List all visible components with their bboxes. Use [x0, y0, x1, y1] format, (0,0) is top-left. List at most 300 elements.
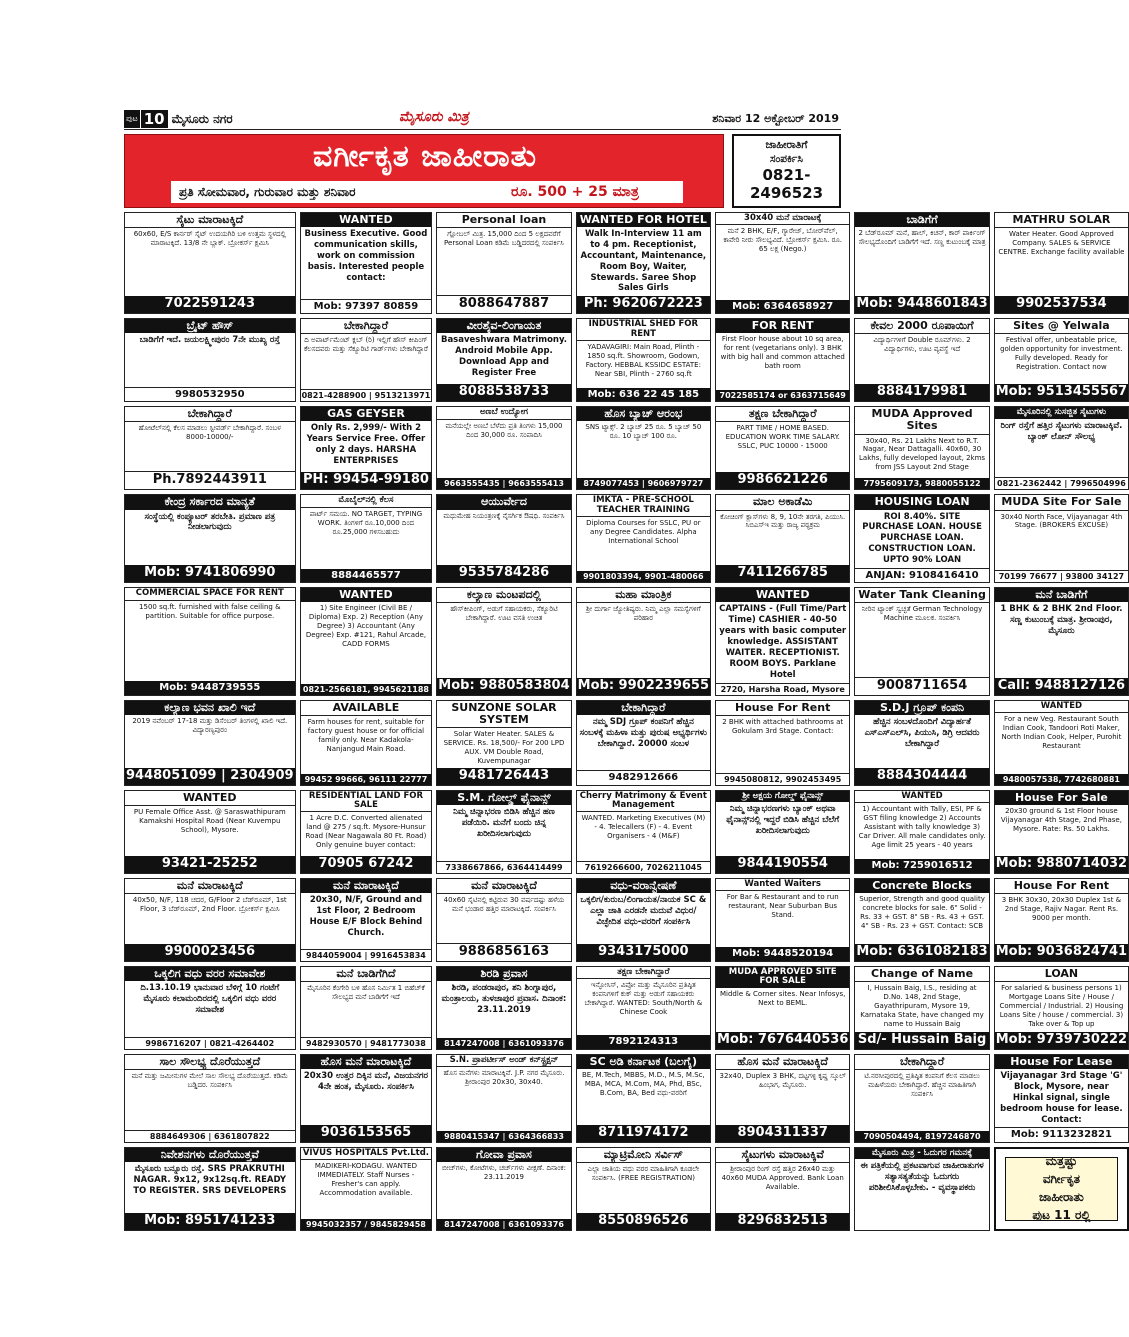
ad-phone: 7022585174 or 6363715649	[716, 390, 849, 401]
ad-phone: 9008711654	[855, 677, 988, 695]
ad-heading: ಮನೆ ಮಾರಾಟಕ್ಕಿದೆ	[125, 879, 295, 894]
issue-date: ಶನಿವಾರ 12 ಅಕ್ಟೋಬರ್ 2019	[712, 112, 839, 125]
ad-phone: 9448051099 | 2304909	[126, 767, 294, 783]
ad-heading: ಬಾಡಿಗೆಗೆ	[855, 213, 988, 227]
classified-ad	[715, 587, 850, 695]
classifieds-page	[124, 108, 1128, 1231]
ad-heading: ಒಕ್ಕಲಿಗ ವಧು ವರರ ಸಮಾವೇಶ	[125, 967, 295, 981]
ad-body-text: ರಿಂಗ್ ರಸ್ತೆಗೆ ಹತ್ತಿರ ಸೈಟುಗಳು ಮಾರಾಟಕ್ಕಿವೆ. ಬ್ಯಾಂಕ್ ಲೋನ್ ಸೌಲಭ್ಯ	[1000, 420, 1123, 442]
classified-ad	[715, 700, 850, 786]
ad-body-text: SNS ಟ್ಯಾಕ್ಸ್. 2 ಬ್ಯಾಚ್ 25 ರೂ. 5 ಬ್ಯಾಚ್ 50 ರೂ. 10 ಬ್ಯಾಚ್ 100 ರೂ.	[585, 423, 702, 441]
ad-body-text: Diploma Courses for SSLC, PU or any Degree Candidates. Alpha International School	[586, 519, 701, 546]
ad-phone: 7795609173, 9880055122	[855, 478, 988, 489]
ad-body-text: Walk In-Interview 11 am to 4 pm. Receptionist, Accountant, Maintenance, Room Boy, Waiter, Stewards. Saree Shop Sales Girls	[580, 229, 707, 294]
ad-heading: ಮಹಾ ಮಾಂತ್ರಿಕ	[577, 588, 710, 603]
ad-phone: Mob: 8951741233	[125, 1213, 295, 1230]
ad-heading: ಮ್ಯಾಟ್ರಿಮೋನಿ ಸರ್ವಿಸ್	[577, 1148, 710, 1163]
ad-phone: 8088647887	[437, 295, 570, 313]
ad-heading: Change of Name	[855, 967, 988, 982]
promo-panel	[1005, 1154, 1118, 1223]
ad-phone: 7090504494, 8197246870	[855, 1131, 988, 1142]
ad-phone: 9900023456	[125, 944, 295, 961]
ad-phone: Mob: 9036824741	[995, 943, 1128, 959]
ad-phone: 70905 67242	[301, 856, 432, 873]
classified-ad	[124, 494, 296, 583]
ad-heading: WANTED	[125, 791, 295, 806]
ad-body-text: PART TIME / HOME BASED. EDUCATION WORK TIME SALARY. SSLC, PUC 10000 - 15000	[725, 424, 840, 451]
ad-body-text: ನೀರಿನ ಟ್ಯಾಂಕ್ ಸ್ವಚ್ಛತೆ German Technology Machine ಮೂಲಕ. ಸಂಪರ್ಕಿಸಿ	[861, 605, 983, 623]
classified-ad	[300, 700, 433, 786]
classified-ad	[994, 587, 1129, 695]
ad-phone: Mob: 9741806990	[125, 565, 295, 582]
publication-days: ಪ್ರತಿ ಸೋಮವಾರ, ಗುರುವಾರ ಮತ್ತು ಶನಿವಾರ	[179, 184, 356, 199]
ad-body-text: ಶ್ರೀ ದುರ್ಗಾ ಜ್ಯೋತಿಷ್ಯರು. ನಿಮ್ಮ ಎಲ್ಲಾ ಸಮಸ್ಯೆಗಳಿಗೆ ಪರಿಹಾರ	[585, 605, 701, 623]
classified-ad	[994, 700, 1129, 786]
ad-phone: Mob: 6364658927	[716, 300, 849, 314]
ad-phone: Mob: 7259016512	[855, 859, 988, 873]
classified-ad	[715, 318, 850, 402]
ad-contact-box	[732, 134, 841, 208]
classified-ad	[300, 966, 433, 1050]
ad-heading: ಮೈಸೂರಿನಲ್ಲಿ ಸುಸಜ್ಜಿತ ಸೈಟುಗಳು	[995, 407, 1128, 418]
classified-ad	[300, 1147, 433, 1231]
classified-ad	[854, 318, 989, 402]
classified-ad	[715, 212, 850, 314]
ad-body-text: WANTED. Marketing Executives (M) - 4. Telecallers (F) - 4. Event Organisers - 4 (M&F)	[581, 814, 706, 841]
ad-heading: ಮೈಸೂರು ಮಿತ್ರ - ಓದುಗರ ಗಮನಕ್ಕೆ	[855, 1148, 988, 1159]
ad-heading: ಹೊಸ ಮನೆ ಮಾರಾಟಕ್ಕಿದೆ	[716, 1055, 849, 1070]
ad-phone: Mob: 7676440536	[717, 1032, 849, 1048]
ad-phone: Call: 9488127126	[995, 678, 1128, 695]
classified-ad	[124, 878, 296, 962]
ad-body-text: MADIKERI-KODAGU. WANTED IMMEDIATELY. Staff Nurses - Fresher's can apply. Accommodation available.	[314, 1162, 417, 1198]
ad-heading: WANTED	[855, 791, 988, 803]
classified-ad	[576, 318, 711, 402]
ad-body-text: 1) Site Engineer (Civil BE / Diploma) Exp. 2) Reception (Any Degree) 3) Accountant (Any Degree) Exp. #121, Rahul Arcade, CADD FORMS	[305, 604, 427, 649]
classified-ad	[854, 700, 989, 786]
ad-body-text: 30x40 North Face, Vijayanagar 4th Stage. (BROKERS EXCUSE)	[1000, 512, 1123, 530]
ad-phone: 9986621226	[716, 472, 849, 489]
ad-body-text: ಸಂಸ್ಥೆಯಲ್ಲಿ ಕಂಪ್ಯೂಟರ್ ತರಬೇತಿ. ಪ್ರಮಾಣ ಪತ್ರ ನೀಡಲಾಗುವುದು	[144, 511, 276, 533]
ad-phone: Ph: 9620672223	[577, 296, 710, 313]
ad-phone: 0821-2362442 | 7996504996	[995, 477, 1128, 489]
section-banner	[124, 134, 724, 208]
ad-body-text: ನಿಮ್ಮ ಚಿನ್ನಾಭರಣ ಬಿಡಿಸಿ ಹೆಚ್ಚಿನ ಹಣ ಪಡೆಯಿರಿ. ಮನೆಗೆ ಬಂದು ಚಿನ್ನ ಖರೀದಿಸಲಾಗುವುದು	[453, 806, 555, 839]
ad-body-text: ಪಾರ್ಟ್ ಸಮಯ. NO TARGET, TYPING WORK. ತಿಂಗಳಿಗೆ ರೂ.10,000 ದಿಂದ ರೂ.25,000 ಗಳಿಸಬಹುದು	[309, 509, 423, 536]
ad-body-text: 20x30, N/F, Ground and 1st Floor, 2 Bedroom House E/F Block Behind Church.	[309, 894, 423, 938]
ad-body-text: ಕೋಚಿಂಗ್ ಕ್ಲಾಸ್‌ಗಳು 8, 9, 10ನೇ ತರಗತಿ, ಪಿಯುಸಿ. ಸಿಬಿಎಸ್‌ಇ ಮತ್ತು ರಾಜ್ಯ ಪಠ್ಯಕ್ರಮ	[720, 512, 846, 530]
ad-body-text: ಬಾಡಿಗೆಗೆ ಇದೆ. ಜಯಲಕ್ಷ್ಮೀಪುರಂ 7ನೇ ಮುಖ್ಯ ರಸ್ತೆ	[139, 335, 280, 346]
ad-body-text: Only Rs. 2,999/- With 2 Years Service Free. Offer only 2 days. HARSHA ENTERPRISES	[306, 423, 426, 467]
ad-heading: MUDA APPROVED SITE FOR SALE	[716, 967, 849, 988]
ad-body-text: ದಿ.13.10.19 ಭಾನುವಾರ ಬೆಳಿಗ್ಗೆ 10 ಗಂಟೆಗೆ ಮೈಸೂರು ಕಲಾಮಂದಿರದಲ್ಲಿ ಒಕ್ಕಲಿಗ ವಧು ವರರ ಸಮಾವೇಶ	[140, 982, 280, 1015]
ad-body-text: Water Heater. Good Approved Company. SALES & SERVICE CENTRE. Exchange facility available	[998, 230, 1125, 256]
ad-phone: 8147247008 | 6361093376	[437, 1038, 570, 1049]
classified-ad	[300, 212, 433, 314]
classified-ad	[994, 494, 1129, 583]
classified-ad	[994, 878, 1129, 962]
classified-ad	[576, 1147, 711, 1231]
classified-ad	[715, 1147, 850, 1231]
ad-phone: 9480057538, 7742680881	[995, 774, 1128, 785]
ad-body-text: ಬೀಚ್‌ಗಳು, ಕೋಟೆಗಳು, ಚರ್ಚ್‌ಗಳು ವೀಕ್ಷಣೆ. ದಿನಾಂಕ: 23.11.2019	[442, 1164, 566, 1181]
ad-body-text: 20x30 ground & 1st Floor house Vijayanagar 4th Stage, 2nd Phase, Mysore. Rate: Rs. 50 Lakhs.	[1000, 806, 1122, 833]
ad-phone: Mob: 9880714032	[995, 855, 1128, 871]
ad-body-text: ನಿಮ್ಮ ಚಿನ್ನಾಭರಣಗಳು ಬ್ಯಾಂಕ್ ಅಥವಾ ಫೈನಾನ್ಸ್‌ನಲ್ಲಿ ಇದ್ದರೆ ಬಿಡಿಸಿ ಹೆಚ್ಚಿನ ಬೆಲೆಗೆ ಖರೀದಿಸಲಾಗುವುದು	[726, 804, 840, 836]
classified-ad	[715, 790, 850, 874]
ad-heading: ವೀರಶೈವ-ಲಿಂಗಾಯತ	[437, 319, 570, 333]
ad-phone: Mob: 6361082183	[856, 943, 988, 959]
ad-body-text: ಒಕ್ಕಲಿಗ/ಕುರುಬ/ಲಿಂಗಾಯತ/ನಾಯಕ SC & ಎಲ್ಲಾ ಜಾತಿ ಎರಡನೇ ಮದುವೆ ವಿಧುರ/ವಿಚ್ಛೇದಿತ ವಧು-ವರರಿಗೆ ಸಂಪರ್ಕಿಸಿ	[580, 894, 707, 927]
ad-phone: 9663555435 | 9663555413	[437, 478, 570, 489]
ad-body-text: ಎಲ್ಲಾ ಜಾತಿಯ ವಧು ವರರ ಮಾಹಿತಿಗಾಗಿ ಕೂಡಲೇ ಸಂಪರ್ಕಿಸಿ. (FREE REGISTRATION)	[587, 1165, 700, 1182]
ad-body-text: BE, M.Tech, MBBS, M.D., M.S, M.Sc, MBA, MCA, M.Com, MA, Phd, BSc, B.Com, BA, Bed ವಧು-ವರರಿಗೆ	[581, 1071, 705, 1097]
ad-body-text: 40x60 ಸೈಟಿನಲ್ಲಿ ಕಟ್ಟಿರುವ 30 ವರ್ಷದಷ್ಟು ಹಳೆಯ ಮನೆ ಭಂಡಾರ ಹತ್ತಿರ ಮಾರಾಟಕ್ಕಿದೆ. ಸಂಪರ್ಕಿಸಿ	[443, 895, 565, 913]
ad-heading: Cherry Matrimony & Event Management	[577, 791, 710, 813]
classified-ad	[994, 406, 1129, 490]
ad-phone: 9844190554	[716, 856, 849, 873]
ad-phone: 8088538733	[437, 384, 570, 401]
ad-phone: 70199 76677 | 93800 34127	[995, 570, 1128, 582]
ad-heading: ಬೇಕಾಗಿದ್ದಾರೆ	[577, 701, 710, 715]
ad-heading: ಬೇಕಾಗಿದ್ದಾರೆ	[301, 319, 432, 334]
ad-body-text: ಟಿ.ನರಸೀಪುರದಲ್ಲಿ ಪ್ರತಿಷ್ಠಿತ ಕಂಪನಿಗೆ ಕೆಲಸ ಮಾಡಲು ಮಹಿಳೆಯರು ಬೇಕಾಗಿದ್ದಾರೆ. ಹೆಚ್ಚಿನ ಮಾಹಿತಿಗಾಗಿ ಸಂಪರ್ಕಿಸಿ	[864, 1072, 980, 1098]
ad-heading: HOUSING LOAN	[855, 495, 988, 509]
classified-ad	[854, 878, 989, 962]
contact-line-2: ಸಂಪರ್ಕಿಸಿ	[770, 153, 803, 165]
ad-phone: 9986716207 | 0821-4264402	[125, 1037, 295, 1049]
ad-heading: ಮನೆ ಮಾರಾಟಕ್ಕಿದೆ	[301, 879, 432, 893]
classified-ad	[300, 790, 433, 874]
ad-phone: 8884304444	[855, 768, 988, 785]
city-name: ಮೈಸೂರು ನಗರ	[171, 111, 233, 126]
ad-heading: ಹೊಸ ಮನೆ ಮಾರಾಟಕ್ಕಿದೆ	[301, 1055, 432, 1069]
ad-heading: WANTED	[716, 588, 849, 602]
classified-ad	[436, 878, 571, 962]
ad-body-text: Vijayanagar 3rd Stage 'G' Block, Mysore, near Hinkal signal, single bedroom house for lease. Contact:	[1000, 1071, 1123, 1125]
classified-ad	[715, 406, 850, 490]
classified-ad	[124, 318, 296, 402]
ad-phone: 9343175000	[577, 944, 710, 961]
ad-heading: House For Rent	[716, 701, 849, 716]
ad-body-text: ROI 8.40%. SITE PURCHASE LOAN. HOUSE PURCHASE LOAN. CONSTRUCTION LOAN. UPTO 90% LOAN	[862, 511, 982, 566]
classified-ad	[124, 1054, 296, 1143]
ad-heading: ವಧು-ವರಾನ್ವೇಷಣೆ	[577, 879, 710, 893]
classified-ad	[994, 318, 1129, 402]
ad-heading: ಮನೆ ಮಾರಾಟಕ್ಕಿದೆ	[437, 879, 570, 894]
ad-phone: 9880415347 | 6364366833	[437, 1131, 570, 1142]
ad-phone: 99452 99666, 96111 22777	[301, 774, 432, 785]
ad-heading: ತಕ್ಷಣ ಬೇಕಾಗಿದ್ದಾರೆ	[577, 967, 710, 979]
ad-heading: Wanted Waiters	[716, 879, 849, 891]
classified-ad	[715, 966, 850, 1050]
ad-body-text: ಮನೆಯಲ್ಲೇ ಅಣಬೆ ಬೆಳೆದು ಪ್ರತಿ ತಿಂಗಳು 15,000 ದಿಂದ 30,000 ರೂ. ಸಂಪಾದಿಸಿ	[445, 421, 563, 439]
classified-ad	[436, 700, 571, 786]
classified-ad	[854, 406, 989, 490]
classified-ad	[300, 1054, 433, 1143]
ad-phone: 7338667866, 6364414499	[437, 861, 570, 873]
ad-heading: ಅಣಬೆ ಉದ್ಯೋಗ	[437, 407, 570, 419]
ad-body-text: 20x30 ಉತ್ತರ ದಿಕ್ಕಿನ ಮನೆ, ವಿಜಯನಗರ 4ನೇ ಹಂತ, ಮೈಸೂರು. ಸಂಪರ್ಕಿಸಿ	[303, 1071, 428, 1092]
ad-body-text: 2019 ನವೆಂಬರ್ 17-18 ಮತ್ತು ಡಿಸೆಂಬರ್ ತಿಂಗಳಲ್ಲಿ ಖಾಲಿ ಇದೆ. ವಿದ್ಯಾರಣ್ಯಪುರಂ	[132, 716, 288, 734]
ad-heading: ಬ್ರೈಟ್ ಹೌಸ್	[125, 319, 295, 333]
ad-body-text: PU Female Office Asst. @ Saraswathipuram Kamakshi Hospital Road (Near Kuvempu School), Mysore.	[133, 807, 286, 834]
classified-ad	[124, 1147, 296, 1231]
classified-ad	[300, 318, 433, 402]
ad-body-text: ಮೈಸೂರು ಬನ್ನೂರು ರಸ್ತೆ. SRS PRAKRUTHI NAGAR. 9x12, 9x12sq.ft. READY TO REGISTER. SRS DEVELOPERS	[133, 1164, 287, 1196]
ad-body-text: ಹೆಚ್ಚಿನ ಸಂಬಳದೊಂದಿಗೆ ವಿದ್ಯಾರ್ಹತೆ ಎಸ್ಎಸ್ಎಲ್‌ಸಿ, ಪಿಯುಸಿ, ಡಿಗ್ರಿ ಆದವರು ಬೇಕಾಗಿದ್ದಾರೆ	[864, 716, 980, 749]
ad-heading: ಸೈಟು ಮಾರಾಟಕ್ಕಿದೆ	[125, 213, 295, 228]
ad-body-text: ಗ್ಲೋಬಲ್ ಮಿತ್ರ. 15,000 ದಿಂದ 5 ಲಕ್ಷದವರೆಗೆ Personal Loan ಕಡಿಮೆ ಬಡ್ಡಿದರದಲ್ಲಿ ಸಂಪರ್ಕಿಸಿ	[444, 230, 564, 248]
classified-ad	[124, 790, 296, 874]
promo-line3: ಜಾಹೀರಾತು	[1039, 1190, 1084, 1205]
classified-ad	[854, 790, 989, 874]
ad-phone: 93421-25252	[125, 856, 295, 873]
ad-heading: Sites @ Yelwala	[995, 319, 1128, 334]
classified-ad	[715, 1054, 850, 1143]
page-word: ಪುಟ	[124, 110, 140, 128]
ad-body-text: For a new Veg. Restaurant South Indian Cook, Tandoori Roti Maker, North Indian Cook, Helper, Purohit Restaurant	[1001, 715, 1122, 750]
classified-ad	[436, 212, 571, 314]
ad-body-text: ಹೊಸ ಮನೆಗಳು ಮಾರಾಟಕ್ಕಿವೆ. J.P. ನಗರ ಮೈಸೂರು. ಶ್ರೀರಾಂಪುರ 20x30, 30x40.	[443, 1069, 565, 1087]
ad-body-text: YADAVAGIRI: Main Road, Plinth - 1850 sq.ft. Showroom, Godown, Factory. HEBBAL KSSIDC ESTATE: Near SBI, Plinth - 2760 sq.ft	[585, 342, 701, 378]
ad-body-text: Superior, Strength and good quality concrete blocks for sale. 6" Solid - Rs. 33 + GST. 8" SB - Rs. 43 + GST. 4" SB - Rs. 23 + GST. Contact: SCB	[859, 894, 985, 930]
ad-phone: Mob: 9513455567	[995, 384, 1128, 400]
ad-body-text: For Bar & Restaurant and to run restaurant, Near Suburban Bus Stand.	[726, 893, 839, 920]
classified-ad	[300, 494, 433, 583]
ad-phone: 8884465577	[301, 569, 432, 583]
ad-phone: Sd/- Hussain Baig	[855, 1032, 988, 1049]
ad-heading: ನಿವೇಶನಗಳು ದೊರೆಯುತ್ತವೆ	[125, 1148, 295, 1162]
classified-ad	[576, 966, 711, 1050]
ad-body-text: ಮನೆ ಮತ್ತು ಜಮೀನುಗಳ ಮೇಲೆ ಸಾಲ ಸೌಲಭ್ಯ ದೊರೆಯುತ್ತದೆ. ಕಡಿಮೆ ಬಡ್ಡಿದರ. ಸಂಪರ್ಕಿಸಿ	[131, 1072, 288, 1089]
classified-ad	[715, 494, 850, 583]
ad-phone: 9886856163	[437, 943, 570, 961]
promo-line4: ಪುಟ 11 ರಲ್ಲಿ	[1032, 1208, 1091, 1223]
ad-heading: GAS GEYSER	[301, 407, 432, 421]
ad-heading: SUNZONE SOLAR SYSTEM	[437, 701, 570, 728]
ad-heading: LOAN	[995, 967, 1128, 982]
more-classifieds-promo	[994, 1147, 1129, 1231]
ad-phone: 7619266600, 7026211045	[577, 861, 710, 873]
ad-phone: 9901803394, 9901-480066	[577, 571, 710, 582]
ad-body-text: I, Hussain Baig, I.S., residing at D.No. 148, 2nd Stage, Gayathripuram, Mysore 19, Karnataka State, have changed my name to Hussain Baig	[860, 983, 984, 1028]
ad-heading: ಮೊಬೈಲ್‌ನಲ್ಲಿ ಕೆಲಸ	[301, 495, 432, 507]
classified-ad	[436, 1054, 571, 1143]
ad-phone: 8904311337	[716, 1125, 849, 1142]
ad-heading: ಶ್ರೀ ಅಕ್ಷಯ ಗೋಲ್ಡ್ ಫೈನಾನ್ಸ್	[716, 791, 849, 802]
ad-phone: Mob: 9902239655	[577, 677, 710, 693]
ad-heading: MUDA Site For Sale	[995, 495, 1128, 510]
ad-price: ರೂ. 500 + 25 ಮಾತ್ರ	[511, 184, 639, 200]
classified-ad	[994, 790, 1129, 874]
ad-heading: House For Rent	[995, 879, 1128, 894]
ad-phone: PH: 99454-99180	[301, 472, 432, 489]
ad-heading: ಕೇವಲ 2000 ರೂಪಾಯಿಗೆ	[855, 319, 988, 334]
ad-heading: INDUSTRIAL SHED FOR RENT	[577, 319, 710, 341]
classified-ad	[576, 790, 711, 874]
ad-heading: WANTED FOR HOTEL	[577, 213, 710, 227]
classified-ad	[300, 587, 433, 695]
ad-body-text: 3 BHK 30x30, 20x30 Duplex 1st & 2nd Stage, Rajiv Nagar. Rent Rs. 9000 per month.	[1001, 895, 1122, 922]
ad-heading: ಕೇಂದ್ರ ಸರ್ಕಾರದ ಮಾನ್ಯತೆ	[125, 495, 295, 509]
classified-ad	[576, 212, 711, 314]
page-tag	[124, 110, 233, 128]
ad-phone: 8749077453 | 9606979727	[577, 478, 710, 489]
ad-body-text: 32x40, Duplex 3 BHK, ದಟ್ಟಗಳ್ಳಿ ಕೃಷ್ಣ ಸ್ಕೂಲ್ ಹಿಂಭಾಗ, ಮೈಸೂರು.	[719, 1072, 846, 1089]
ad-body-text: 2 BHK with attached bathrooms at Gokulam 3rd Stage. Contact:	[722, 717, 844, 735]
ad-heading: ಮಾಲ ಅಕಾಡೆಮಿ	[716, 495, 849, 510]
ad-phone: Mob: 9880583804	[438, 677, 570, 693]
ad-phone: 7411266785	[716, 565, 849, 582]
banner-strip	[171, 181, 683, 203]
ad-phone: Mob: 9113232821	[995, 1127, 1128, 1142]
ad-phone: Mob: 9448739555	[125, 681, 295, 695]
classified-ad	[854, 1054, 989, 1143]
classified-ad	[124, 587, 296, 695]
ad-heading: Concrete Blocks	[855, 879, 988, 893]
contact-phone: 0821-2496523	[749, 166, 824, 202]
ad-body-text: 1 Acre D.C. Converted alienated land @ 275 / sq.ft. Mysore-Hunsur Road (Near Nagawala 80 Ft. Road) Only genuine buyer contact:	[305, 814, 427, 850]
ad-phone: Mob: 9739730222	[995, 1032, 1128, 1048]
ad-phone: 9945080812, 9902453495	[716, 773, 849, 785]
ad-body-text: First Floor house about 10 sq area, for rent (vegetarians only). 3 BHK with big hall and common attached bath room	[720, 335, 845, 371]
ad-phone: 9902537534	[995, 296, 1128, 313]
promo-line2: ವರ್ಗೀಕೃತ	[1042, 1172, 1080, 1187]
ad-heading: ಗೋವಾ ಪ್ರವಾಸ	[437, 1148, 570, 1162]
ad-heading: ಬೇಕಾಗಿದ್ದಾರೆ	[855, 1055, 988, 1070]
classified-ad	[854, 1147, 989, 1231]
ad-heading: WANTED	[301, 588, 432, 602]
ad-body-text: ಶ್ರೀರಾಂಪುರ ರಿಂಗ್ ರಸ್ತೆ ಹತ್ತಿರ 26x40 ಮತ್ತು 40x60 MUDA Approved. Bank Loan Available.	[721, 1165, 844, 1191]
classified-ad	[715, 878, 850, 962]
contact-line-1: ಜಾಹೀರಾತಿಗೆ	[765, 139, 808, 151]
ad-phone: 9482930570 | 9481773038	[301, 1037, 432, 1049]
classified-ad	[994, 212, 1129, 314]
ad-phone: 7022591243	[125, 296, 295, 313]
ad-body-text: Middle & Corner sites. Near Infosys, Next to BEML.	[720, 989, 846, 1007]
classified-ad	[854, 212, 989, 314]
ad-phone: 9535784286	[437, 565, 570, 582]
classified-ad	[436, 318, 571, 402]
ad-heading: VIVUS HOSPITALS Pvt.Ltd.	[301, 1148, 432, 1160]
ad-phone: 9980532950	[125, 387, 295, 402]
classified-ad	[436, 587, 571, 695]
ad-body-text: ಮಧುಮೇಹ ನಿಯಂತ್ರಣಕ್ಕೆ ನೈಸರ್ಗಿಕ ಔಷಧಿ. ಸಂಪರ್ಕಿಸಿ	[443, 511, 565, 520]
classified-ad	[854, 494, 989, 583]
ad-phone: Mob: 9448601843	[856, 296, 988, 312]
ad-phone: 9036153565	[301, 1125, 432, 1142]
classified-ads-grid	[124, 212, 1128, 1231]
ad-heading: ಸಾಲ ಸೌಲಭ್ಯ ದೊರೆಯುತ್ತದೆ	[125, 1055, 295, 1070]
newspaper-name: ಮೈಸೂರು ಮಿತ್ರ	[399, 109, 469, 125]
ad-body-text: 40x50, N/F, 118 ಚದರ, G/Floor 2 ಬೆಡ್‌ರೂಮ್, 1st Floor, 3 ಬೆಡ್‌ರೂಮ್, 2nd Floor. ಬ್ರೋಕರ್ಸ್ ಕ್ಷಮಿಸಿ	[132, 895, 287, 913]
ad-phone: Mob: 9448520194	[716, 947, 849, 961]
classified-ad	[436, 494, 571, 583]
classified-ad	[124, 406, 296, 490]
ad-body-text: 2 ಬೆಡ್‌ರೂಮ್ ಮನೆ, ಹಾಲ್, ಕಿಚನ್, ಕಾರ್ ಪಾರ್ಕಿಂಗ್ ಸೌಲಭ್ಯದೊಂದಿಗೆ ಬಾಡಿಗೆಗೆ ಇದೆ. ಸಣ್ಣ ಕುಟುಂಬಕ್ಕೆ ಮಾತ್ರ	[858, 229, 986, 247]
ad-heading: Personal loan	[437, 213, 570, 228]
classified-ad	[124, 700, 296, 786]
ad-heading: ಬೇಕಾಗಿದ್ದಾರೆ	[125, 407, 295, 422]
ad-phone: Mob: 636 22 45 185	[577, 388, 710, 402]
ad-body-text: Solar Water Heater. SALES & SERVICE. Rs. 18,500/- For 200 LPD AUX. VM Double Road, Kuvempunagar	[443, 729, 565, 765]
ad-heading: ಸೈಟುಗಳು ಮಾರಾಟಕ್ಕಿವೆ	[716, 1148, 849, 1163]
ad-heading: ಕಲ್ಯಾಣ ಭವನ ಖಾಲಿ ಇದೆ	[125, 701, 295, 715]
ad-body-text: Business Executive. Good communication skills, work on commission basis. Interested people contact:	[304, 229, 428, 283]
ad-phone: 9945032357 / 9845829458	[301, 1219, 432, 1230]
ad-phone: 9481726443	[437, 768, 570, 785]
ad-phone: 8711974172	[577, 1125, 710, 1142]
ad-heading: FOR RENT	[716, 319, 849, 333]
ad-heading: ಕಲ್ಯಾಣ ಮಂಟಪದಲ್ಲಿ	[437, 588, 570, 603]
ad-phone: Mob: 97397 80859	[301, 299, 432, 314]
ad-heading: COMMERCIAL SPACE FOR RENT	[125, 588, 295, 600]
ad-heading: SC ಅಡಿ ಕರ್ನಾಟಕ (ಬಲಗೈ)	[577, 1055, 710, 1069]
ad-heading: ಆಯುರ್ವೇದ	[437, 495, 570, 509]
classified-ad	[576, 406, 711, 490]
ad-phone: 7892124313	[577, 1035, 710, 1049]
ad-body-text: ಮೈಸೂರಿನ ಕೆಂಗೇರಿ ಬಳಿ ಹೊಸ ನಿರ್ಮಿತ 1 ಬಿಹೆಚ್‌ಕೆ ಸೌಲಭ್ಯದ ಮನೆ ಬಾಡಿಗೆಗೆ ಇದೆ	[307, 983, 425, 1001]
ad-phone: 0821-4288900 | 9513213971	[301, 391, 431, 401]
ad-heading: RESIDENTIAL LAND FOR SALE	[301, 791, 432, 813]
ad-phone: 8550896526	[577, 1213, 710, 1230]
ad-body-text: ವಿದ್ಯಾರ್ಥಿಗಳಿಗೆ Double ರೂಮ್‌ಗಳು. 2 ವಿದ್ಯಾರ್ಥಿಗಳು, ಊಟ ವ್ಯವಸ್ಥೆ ಇದೆ	[873, 336, 971, 354]
ad-heading: IMKTA - PRE-SCHOOL TEACHER TRAINING	[577, 495, 710, 517]
ad-heading: ಮನೆ ಬಾಡಿಗೆಗೆ	[995, 588, 1128, 602]
ad-heading: AVAILABLE	[301, 701, 432, 716]
ad-body-text: For salaried & business persons 1) Mortgage Loans Site / House / Commercial / Industrial. 2) Housing Loans Site / house / commercial. 3) Take over & Top up	[999, 983, 1124, 1028]
ad-phone: 8147247008 | 6361093376	[437, 1219, 570, 1230]
ad-heading: House For Sale	[995, 791, 1128, 805]
ad-body-text: CAPTAINS - (Full Time/Part Time) CASHIER - 40-50 years with basic computer knowledge. ASSISTANT WAITER. RECEPTIONIST. ROOM BOYS. Parklane Hotel	[719, 604, 847, 680]
classified-ad	[854, 587, 989, 695]
ad-heading: S.N. ಪ್ರಾಪರ್ಟೀಸ್ ಅಂಡ್ ಕನ್‌ಸ್ಟ್ರಕ್ಷನ್	[437, 1055, 570, 1067]
ad-heading: ತಕ್ಷಣ ಬೇಕಾಗಿದ್ದಾರೆ	[716, 407, 849, 422]
ad-heading: MATHRU SOLAR	[995, 213, 1128, 228]
ad-heading: WANTED	[301, 213, 432, 227]
ad-body-text: Farm houses for rent, suitable for factory guest house or for official family only. Near Kadakola-Nanjangud Main Road.	[307, 717, 425, 753]
ad-phone: Ph.7892443911	[125, 471, 295, 489]
promo-line1: ಮತ್ತಷ್ಟು	[1045, 1154, 1078, 1169]
ad-body-text: ಹೌಸ್‌ಕೀಪಿಂಗ್, ಅಡುಗೆ ಸಹಾಯಕರು, ಸೆಕ್ಯೂರಿಟಿ ಬೇಕಾಗಿದ್ದಾರೆ. ಊಟ ವಸತಿ ಉಚಿತ	[450, 605, 558, 623]
classified-ad	[436, 790, 571, 874]
ad-heading: Water Tank Cleaning	[855, 588, 988, 603]
ad-body-text: Basaveshwara Matrimony. Android Mobile App. Download App and Register Free	[440, 335, 567, 378]
ad-body-text: 1 BHK & 2 BHK 2nd Floor. ಸಣ್ಣ ಕುಟುಂಬಕ್ಕೆ ಮಾತ್ರ. ಶ್ರೀರಾಂಪುರ, ಮೈಸೂರು	[1000, 604, 1123, 637]
ad-phone: 8884179981	[855, 384, 988, 401]
ad-body-text: ಶಿರಡಿ, ಪಂಡರಾಪುರ, ಶನಿ ಶಿಂಗ್ನಾಪುರ, ಮಂತ್ರಾಲಯ, ತುಳಜಾಪುರ ಪ್ರವಾಸ. ದಿನಾಂಕ: 23.11.2019	[441, 982, 567, 1015]
ad-heading: ಶಿರಡಿ ಪ್ರವಾಸ	[437, 967, 570, 981]
ad-body-text: 30x40, Rs. 21 Lakhs Next to R.T. Nagar, Near Dattagalli. 40x60, 30 Lakhs, fully developed layout, 2kms from JSS Layout 2nd Stage	[859, 436, 986, 472]
classified-ad	[994, 966, 1129, 1050]
ad-body-text: ಮನೆ 2 BHK, E/F, ಗ್ಯಾರೇಜ್, ಬೋರ್‌ವೆಲ್, ಕಾವೇರಿ ನೀರು ಸೌಲಭ್ಯವಿದೆ. ಬ್ರೋಕರ್ಸ್ ಕ್ಷಮಿಸಿ. ರೂ. 65 ಲಕ್ಷ (Nego.)	[723, 227, 843, 254]
section-title: ವರ್ಗೀಕೃತ ಜಾಹೀರಾತು	[312, 139, 538, 174]
classified-ad	[124, 966, 296, 1050]
classified-ad	[436, 966, 571, 1050]
classified-ad	[576, 494, 711, 583]
ad-body-text: 1) Accountant with Tally, ESI, PF & GST filing knowledge 2) Accounts Assistant with tally knowledge 3) Car Driver. All male candidates only. Age limit 25 years - 40 years	[858, 805, 986, 849]
ad-phone: 9482912666	[577, 770, 710, 785]
classified-ad	[300, 878, 433, 962]
ad-phone: ANJAN: 9108416410	[855, 568, 988, 583]
classified-ad	[576, 1054, 711, 1143]
ad-phone: 9844059004 | 9916453834	[301, 949, 432, 961]
masthead	[124, 108, 841, 130]
ad-heading: S.D.J ಗ್ರೂಪ್ ಕಂಪನಿ	[855, 701, 988, 715]
ad-heading: 30x40 ಮನೆ ಮಾರಾಟಕ್ಕೆ	[716, 213, 849, 225]
classified-ad	[124, 212, 296, 314]
